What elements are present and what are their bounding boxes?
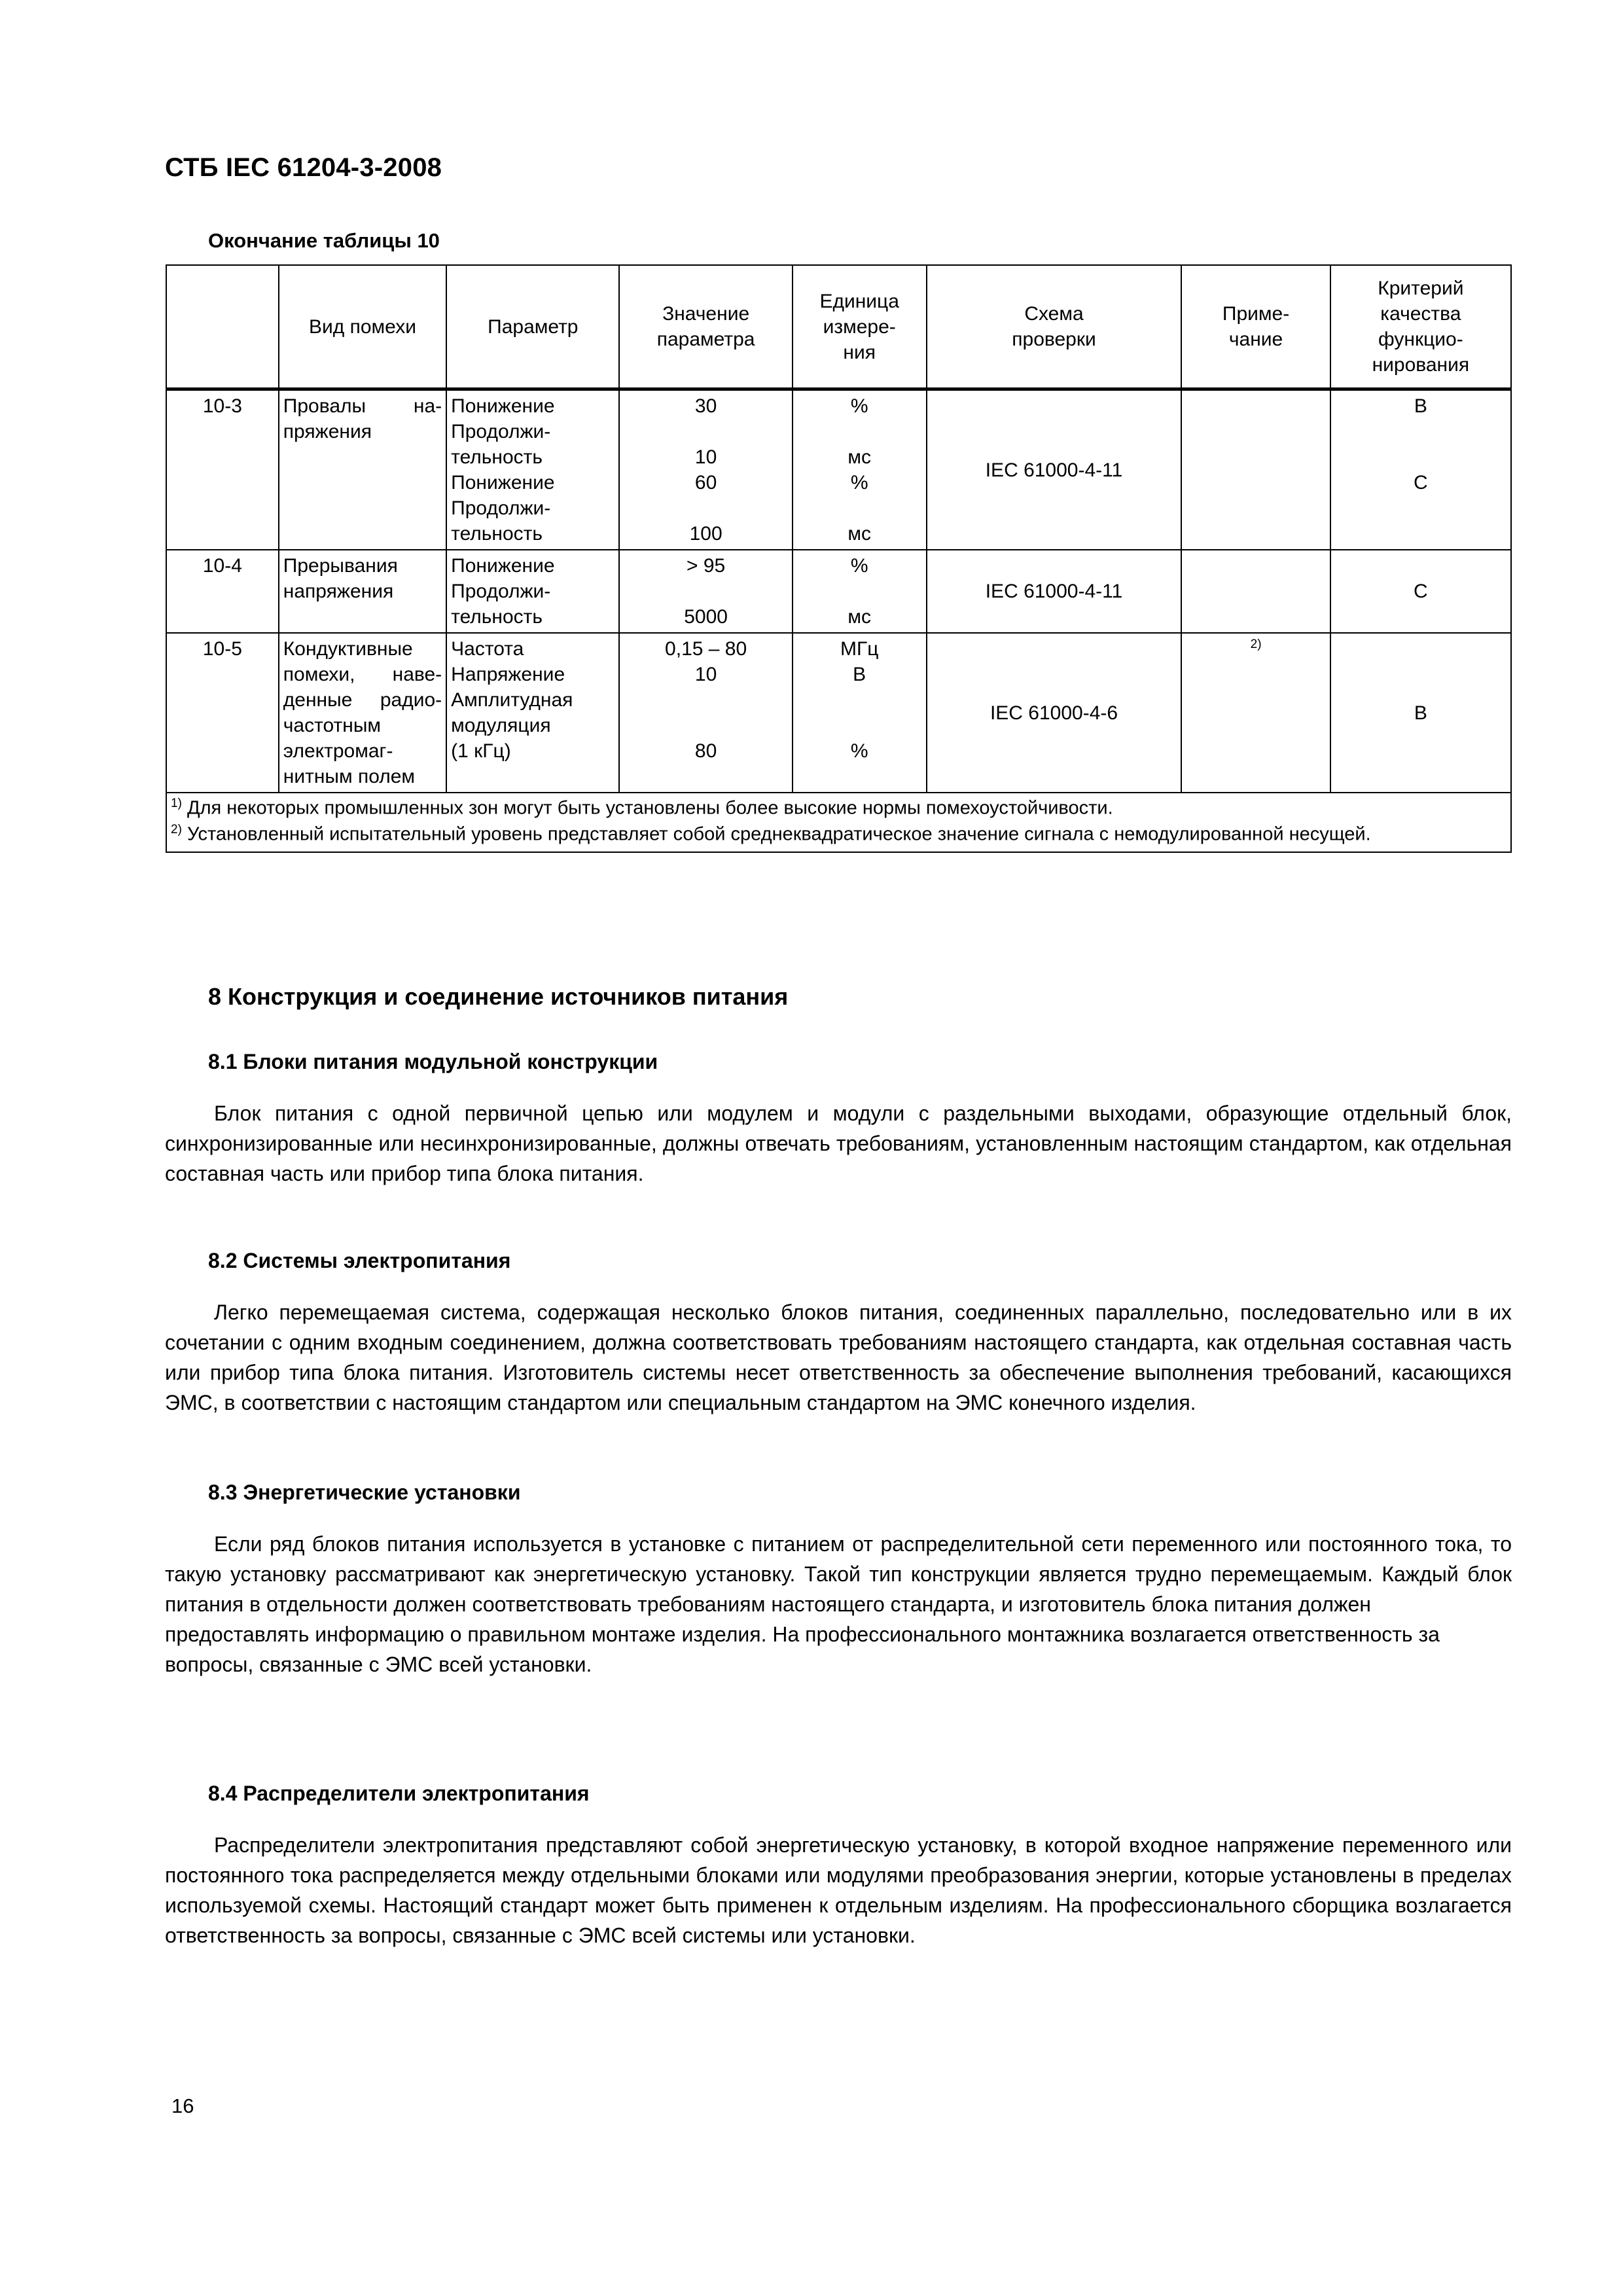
header-value-line-1: Значение (662, 303, 750, 325)
row-unit-line-spacer (797, 713, 922, 738)
row-value-line-spacer (624, 495, 787, 521)
row-criteria-line: С (1414, 472, 1428, 493)
table-caption: Окончание таблицы 10 (208, 229, 440, 252)
table-row (166, 389, 1511, 550)
row-kind-line-4: частотным (283, 715, 382, 736)
row-scheme: IEC 61000-4-6 (927, 633, 1182, 793)
row-criteria: В (1330, 633, 1511, 793)
paragraph: Легко перемещаемая система, содержащая несколько блоков питания, соединенных параллельно, последовательно или в их сочетании с одним входным соединением, должна соответствовать требованиям настоящего стандарта, как отдельная составная часть или прибор типа блока питания. Изготовитель системы несет ответственность за обеспечение выполнения требований, касающихся ЭМС, в соответствии с настоящим стандартом или специальным стандартом на ЭМС конечного изделия. (165, 1300, 1512, 1415)
row-unit-line: % (850, 740, 868, 762)
section-8-1-heading-block (208, 1050, 1512, 1074)
row-parameter-line: тельность (451, 523, 543, 545)
row-unit-line: мс (847, 523, 871, 545)
row-kind-line-6: нитным полем (283, 766, 416, 787)
row-value-line-spacer (624, 713, 787, 738)
row-value-line: 100 (689, 523, 722, 545)
header-scheme-line-2: проверки (1012, 329, 1096, 350)
row-scheme: IEC 61000-4-11 (927, 550, 1182, 633)
row-parameter (446, 550, 619, 633)
header-cell-kind: Вид помехи (279, 265, 446, 389)
row-number: 10-4 (166, 550, 279, 633)
row-unit (793, 389, 927, 550)
header-cell-scheme (927, 265, 1182, 389)
row-note (1181, 633, 1330, 793)
section-8-3-body (165, 1529, 1512, 1679)
row-kind-line-2-word-1: помехи, (283, 664, 355, 685)
header-note-line-1: Приме- (1222, 303, 1290, 325)
header-criteria-line-1: Критерий (1378, 278, 1464, 299)
section-8-4-body (165, 1830, 1512, 1950)
row-number: 10-3 (166, 389, 279, 550)
footnote-1-text: Для некоторых промышленных зон могут быть установлены более высокие нормы помехоустойчивости. (187, 797, 1113, 819)
row-unit (793, 550, 927, 633)
section-8-heading: 8 Конструкция и соединение источников питания (208, 983, 789, 1010)
header-value-line-2: параметра (656, 329, 755, 350)
row-parameter-line: Понижение (451, 395, 555, 417)
row-kind-line-3-word-2: радио- (380, 689, 442, 711)
header-unit-line-3: ния (843, 341, 876, 363)
row-unit-line: % (850, 555, 868, 577)
paragraph: Если ряд блоков питания используется в установке с питанием от распределительной сети переменного или постоянного тока, то такую установку рассматривают как энергетическую установку. Такой тип конструкции является трудно перемещаемым. Каждый блок питания в отдельности должен соответствовать требованиям настоящего стандарта, и изготовитель блока питания должен (165, 1532, 1512, 1617)
row-kind-line-2-word-2: наве- (392, 664, 442, 685)
header-cell-value (619, 265, 792, 389)
footnote-1-marker: 1) (171, 797, 182, 810)
row-value-line-spacer (624, 687, 787, 713)
row-kind-line-1-word-2: на- (413, 395, 442, 417)
row-criteria: С (1330, 550, 1511, 633)
table-row (166, 633, 1511, 793)
row-unit-line: В (853, 664, 866, 685)
table-header (166, 265, 1511, 389)
row-kind-line-3 (283, 687, 442, 713)
row-criteria-line: В (1414, 395, 1427, 417)
header-cell-note (1181, 265, 1330, 389)
row-kind (279, 633, 446, 793)
header-criteria-line-4: нирования (1372, 354, 1470, 376)
header-unit-line-2: измере- (823, 315, 896, 338)
row-value-line: 80 (694, 740, 717, 762)
row-parameter-line: Продолжи- (451, 497, 551, 519)
header-cell-unit (793, 265, 927, 389)
row-value (619, 550, 792, 633)
footnote-2-text: Установленный испытательный уровень представляет собой среднеквадратическое значение сигнала с немодулированной несущей. (187, 824, 1371, 845)
row-kind-line-3-word-1: денные (283, 689, 353, 711)
header-criteria-line-3: функцио- (1378, 329, 1463, 350)
table-row (166, 550, 1511, 633)
section-8-3-heading-block (208, 1480, 1512, 1505)
section-8-3-heading: 8.3 Энергетические установки (208, 1480, 521, 1504)
row-value-line: 10 (694, 664, 717, 685)
paragraph: предоставлять информацию о правильном монтаже изделия. На профессионального монтажника возлагается ответственность за вопросы, связанные с ЭМС всей установки. (165, 1623, 1440, 1677)
footnote-1 (171, 796, 1507, 821)
table-body (166, 389, 1511, 852)
row-kind-line-2 (283, 662, 442, 687)
row-parameter-line: Напряжение (451, 664, 565, 685)
row-value (619, 389, 792, 550)
header-cell-parameter: Параметр (446, 265, 619, 389)
header-scheme-line-1: Схема (1024, 303, 1084, 325)
row-value-line-spacer (624, 579, 787, 604)
footnote-2-marker: 2) (171, 823, 182, 837)
header-note-line-2: чание (1228, 329, 1283, 350)
header-cell-criteria (1330, 265, 1511, 389)
footnote-marker-2-ref: 2) (1250, 637, 1262, 651)
row-parameter-line: тельность (451, 446, 543, 468)
row-kind (279, 550, 446, 633)
table-header-row (166, 265, 1511, 389)
paragraph: Распределители электропитания представляют собой энергетическую установку, в которой входное напряжение переменного или постоянного тока распределяется между отдельными блоками или модулями преобразования энергии, которые установлены в пределах используемой схемы. Настоящий стандарт может быть применен к отдельным изделиям. На профессионального сборщика возлагается ответственность за вопросы, связанные с ЭМС всей системы или установки. (165, 1833, 1512, 1948)
table-10-wrapper (166, 264, 1512, 853)
row-note (1181, 550, 1330, 633)
section-8-2-body (165, 1297, 1512, 1418)
section-8-heading-block (208, 983, 1512, 1011)
row-value-line: > 95 (687, 555, 726, 577)
row-value (619, 633, 792, 793)
row-scheme: IEC 61000-4-11 (927, 389, 1182, 550)
row-value-line: 30 (694, 395, 717, 417)
section-8-1-heading: 8.1 Блоки питания модульной конструкции (208, 1050, 658, 1073)
row-unit-line: % (850, 395, 868, 417)
row-kind-line-1: Прерывания (283, 555, 398, 577)
section-8-4-heading-block (208, 1782, 1512, 1806)
section-8-2-heading: 8.2 Системы электропитания (208, 1249, 511, 1272)
row-number: 10-5 (166, 633, 279, 793)
row-value-line: 0,15 – 80 (665, 638, 747, 660)
paragraph: Блок питания с одной первичной цепью или модулем и модули с раздельными выходами, образующие отдельный блок, синхронизированные или несинхронизированные, должны отвечать требованиям, установленным настоящим стандартом, как отдельная составная часть или прибор типа блока питания. (165, 1102, 1512, 1186)
row-parameter-line: Продолжи- (451, 421, 551, 442)
row-value-line-spacer (624, 419, 787, 444)
row-parameter-line: Частота (451, 638, 524, 660)
page-number: 16 (171, 2094, 194, 2117)
row-note (1181, 389, 1330, 550)
row-parameter-line: (1 кГц) (451, 740, 511, 762)
row-criteria-spacer (1335, 444, 1507, 470)
row-parameter-line: модуляция (451, 715, 551, 736)
row-unit-line-spacer (797, 579, 922, 604)
row-kind-line-1: Кондуктивные (283, 638, 413, 660)
section-8-4-heading: 8.4 Распределители электропитания (208, 1782, 590, 1805)
section-8-1-body (165, 1098, 1512, 1189)
row-unit-line: мс (847, 446, 871, 468)
row-criteria (1330, 389, 1511, 550)
row-unit-line: мс (847, 606, 871, 628)
row-parameter-line: Амплитудная (451, 689, 573, 711)
row-value-line: 10 (694, 446, 717, 468)
header-unit-line-1: Единица (819, 290, 899, 312)
row-parameter-line: Продолжи- (451, 581, 551, 602)
row-unit (793, 633, 927, 793)
row-unit-line: МГц (840, 638, 879, 660)
row-unit-line-spacer (797, 687, 922, 713)
row-kind-line-1 (283, 393, 442, 419)
row-unit-line: % (850, 472, 868, 493)
header-criteria-line-2: качества (1380, 303, 1461, 325)
footnote-2 (171, 822, 1507, 847)
section-8-2-heading-block (208, 1249, 1512, 1273)
row-parameter-line: Понижение (451, 472, 555, 493)
table-footnotes (166, 793, 1511, 852)
row-parameter-line: тельность (451, 606, 543, 628)
table-footnotes-row (166, 793, 1511, 852)
row-value-line: 5000 (684, 606, 728, 628)
row-kind-line-1-word-1: Провалы (283, 395, 366, 417)
table-10 (166, 264, 1512, 853)
row-unit-line-spacer (797, 419, 922, 444)
row-parameter-line: Понижение (451, 555, 555, 577)
row-unit-line-spacer (797, 495, 922, 521)
row-parameter (446, 389, 619, 550)
row-kind-line-2: пряжения (283, 421, 372, 442)
row-parameter (446, 633, 619, 793)
row-kind-line-5: электромаг- (283, 740, 393, 762)
row-value-line: 60 (694, 472, 717, 493)
header-cell-number (166, 265, 279, 389)
row-kind-line-2: напряжения (283, 581, 394, 602)
row-criteria-spacer (1335, 419, 1507, 444)
standard-header: СТБ IEC 61204-3-2008 (165, 153, 442, 182)
row-kind (279, 389, 446, 550)
